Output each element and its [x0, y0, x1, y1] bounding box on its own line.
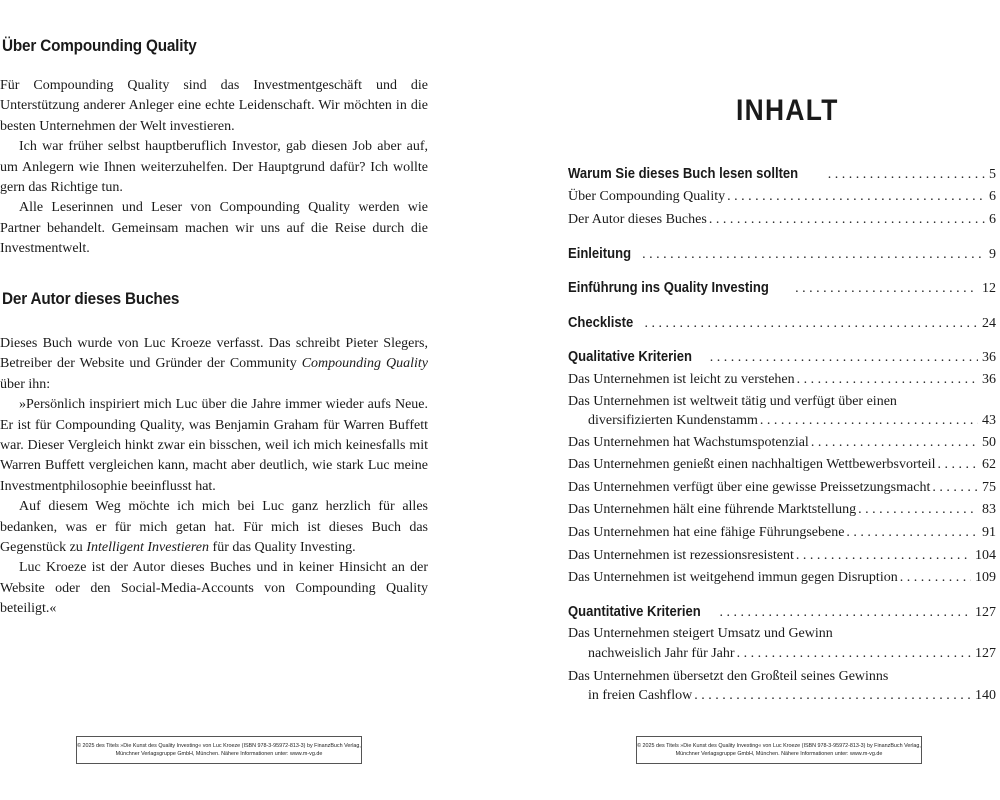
toc-entry-major: Warum Sie dieses Buch lesen sollten . . . 5 — [568, 164, 996, 185]
paragraph: Luc Kroeze ist der Autor dieses Buches und in keiner Hinsicht an der Website oder den Social-Media-Accounts von Compounding Quality beteiligt.« — [0, 560, 428, 617]
section-heading-compounding-quality: Über Compounding Quality — [2, 36, 197, 55]
toc-entry-line: Das Unternehmen ist weltweit tätig und verfügt über einen — [568, 394, 897, 409]
toc-entry-major: Qualitative Kriterien . . . 36 — [568, 347, 996, 368]
section-body-author — [0, 334, 428, 620]
toc-entry-line: Das Unternehmen steigert Umsatz und Gewinn — [568, 626, 833, 641]
toc-entry: Das Unternehmen ist weitgehend immun gegen Disruption . . . 109 — [568, 568, 996, 588]
toc-entry-line: Das Unternehmen übersetzt den Großteil seines Gewinns — [568, 669, 889, 684]
toc-entry: Das Unternehmen genießt einen nachhaltigen Wettbewerbsvorteil . . . 62 — [568, 455, 996, 475]
toc-entry: Über Compounding Quality . . . 6 — [568, 187, 996, 207]
toc-entry: Das Unternehmen verfügt über eine gewisse Preissetzungsmacht . . . 75 — [568, 478, 996, 498]
copyright-footer: © 2025 des Titels »Die Kunst des Quality Investing« von Luc Kroeze (ISBN 978-3-95972-813-3) by FinanzBuch Verlag, Münchner Verlagsgruppe GmbH, München. Nähere Informationen unter: www.m-vg.de — [76, 736, 362, 764]
toc-entry: Das Unternehmen hat eine fähige Führungsebene . . . 91 — [568, 523, 996, 543]
paragraph: Ich war früher selbst hauptberuflich Investor, gab diesen Job aber auf, um Anlegern wie Ihnen weiterzuhelfen. Der Hauptgrund dafür? Ich wollte gern das Richtige tun. — [0, 139, 428, 196]
toc-entry: Der Autor dieses Buches . . . 6 — [568, 210, 996, 230]
paragraph: Alle Leserinnen und Leser von Compounding Quality werden wie Partner behandelt. Gemeinsam machen wir uns auf die Reise durch die Investmentwelt. — [0, 200, 428, 257]
section-heading-author: Der Autor dieses Buches — [2, 289, 180, 308]
toc-entry: Das Unternehmen ist leicht zu verstehen . . . 36 — [568, 370, 996, 390]
paragraph: Für Compounding Quality sind das Investmentgeschäft und die Unterstützung anderer Anleger eine echte Leidenschaft. Wir möchten in die besten Unternehmen der Welt investieren. — [0, 78, 428, 134]
toc-entry: Das Unternehmen hat Wachstumspotenzial . . . 50 — [568, 433, 996, 453]
section-body-compounding-quality — [0, 76, 428, 260]
toc-entry-major: Checkliste . . . 24 — [568, 313, 996, 334]
italic-title: Intelligent Investieren — [86, 540, 210, 556]
toc-entry: diversifizierten Kundenstamm . . . 43 — [588, 411, 996, 431]
paragraph: Dieses Buch wurde von Luc Kroeze verfasst. Das schreibt Pieter Slegers, Betreiber der Website und Gründer der Community Compounding Quality über ihn: — [0, 336, 428, 392]
toc-entry: Das Unternehmen hält eine führende Marktstellung . . . 83 — [568, 500, 996, 520]
paragraph: Auf diesem Weg möchte ich mich bei Luc ganz herzlich für alles bedanken, was er für mich getan hat. Für mich ist dieses Buch das Gegenstück zu Intelligent Investieren für das Quality Investing. — [0, 499, 428, 556]
italic-title: Compounding Quality — [301, 356, 428, 372]
toc-entry: nachweislich Jahr für Jahr . . . 127 — [588, 644, 996, 664]
toc-title: INHALT — [736, 94, 839, 127]
toc-entry-major: Einleitung . . . 9 — [568, 244, 996, 265]
toc-entry-major: Einführung ins Quality Investing . . . 12 — [568, 278, 996, 299]
paragraph: »Persönlich inspiriert mich Luc über die Jahre immer wieder aufs Neue. Er ist für Compounding Quality, was Benjamin Graham für Warren Buffett war. Dieser Vergleich hinkt zwar ein bisschen, weil ich mich keinesfalls mit Warren Buffett vergleichen kann, macht aber deutlich, wie stark Luc meine Investmentphilosophie beeinflusst hat. — [0, 397, 428, 494]
toc-entry: in freien Cashflow . . . 140 — [588, 686, 996, 706]
toc-entry-major: Quantitative Kriterien . . . 127 — [568, 602, 996, 623]
toc-entry: Das Unternehmen ist rezessionsresistent . . . 104 — [568, 546, 996, 566]
copyright-footer: © 2025 des Titels »Die Kunst des Quality Investing« von Luc Kroeze (ISBN 978-3-95972-813-3) by FinanzBuch Verlag, Münchner Verlagsgruppe GmbH, München. Nähere Informationen unter: www.m-vg.de — [636, 736, 922, 764]
